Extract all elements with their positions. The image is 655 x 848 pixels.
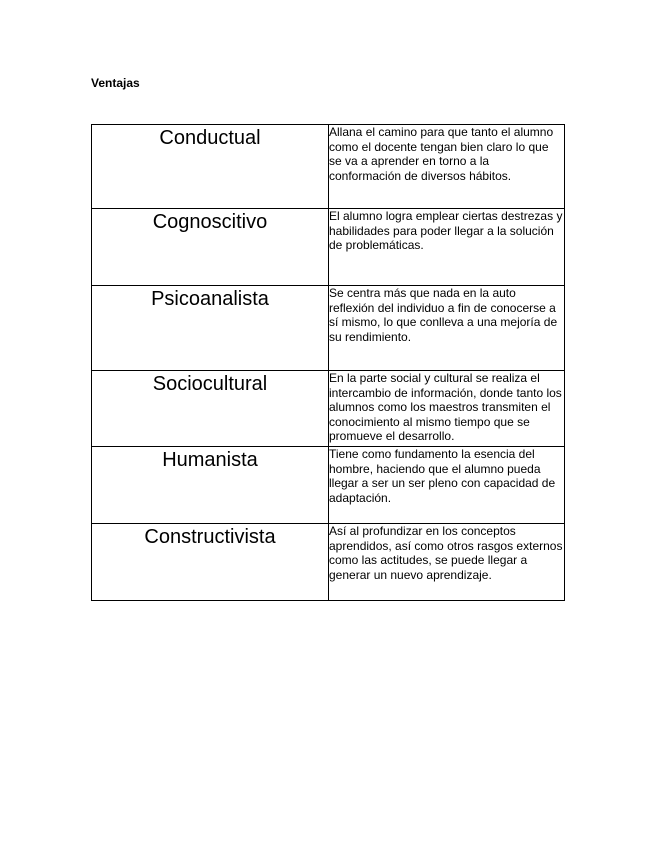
approach-cell bbox=[92, 209, 329, 286]
approach-cell bbox=[92, 371, 329, 447]
advantages-table bbox=[91, 124, 565, 601]
approach-name: Sociocultural bbox=[152, 373, 268, 395]
description-cell bbox=[329, 447, 565, 524]
approach-description: Tiene como fundamento la esencia del hombre, haciendo que el alumno pueda llegar a ser un ser pleno con capacidad de adaptación. bbox=[329, 447, 556, 505]
table-row bbox=[92, 447, 565, 524]
approach-cell bbox=[92, 286, 329, 371]
table-row bbox=[92, 524, 565, 601]
approach-description: En la parte social y cultural se realiza el intercambio de información, donde tanto los alumnos como los maestros transmiten el conocimiento al mismo tiempo que se promueve el desarrollo. bbox=[329, 371, 562, 444]
description-cell bbox=[329, 209, 565, 286]
approach-cell bbox=[92, 524, 329, 601]
approach-name: Cognoscitivo bbox=[152, 211, 268, 233]
approach-cell bbox=[92, 125, 329, 209]
approach-name: Conductual bbox=[159, 127, 261, 149]
description-cell bbox=[329, 286, 565, 371]
approach-description: Así al profundizar en los conceptos aprendidos, así como otros rasgos externos como las actitudes, se puede llegar a generar un nuevo aprendizaje. bbox=[329, 524, 563, 582]
description-cell bbox=[329, 125, 565, 209]
approach-description: El alumno logra emplear ciertas destrezas y habilidades para poder llegar a la solución de problemáticas. bbox=[329, 209, 563, 253]
approach-description: Se centra más que nada en la auto reflexión del individuo a fin de conocerse a sí mismo, lo que conlleva a una mejoría de su rendimiento. bbox=[329, 286, 558, 344]
approach-name: Humanista bbox=[162, 449, 258, 471]
approach-cell bbox=[92, 447, 329, 524]
table-row bbox=[92, 286, 565, 371]
description-cell bbox=[329, 524, 565, 601]
description-cell bbox=[329, 371, 565, 447]
table-row bbox=[92, 371, 565, 447]
approach-name: Constructivista bbox=[144, 526, 276, 548]
table-row bbox=[92, 209, 565, 286]
approach-description: Allana el camino para que tanto el alumno como el docente tengan bien claro lo que se va a aprender en torno a la conformación de diversos hábitos. bbox=[329, 125, 554, 183]
table-row bbox=[92, 125, 565, 209]
page-heading: Ventajas bbox=[91, 76, 140, 90]
approach-name: Psicoanalista bbox=[151, 288, 269, 310]
